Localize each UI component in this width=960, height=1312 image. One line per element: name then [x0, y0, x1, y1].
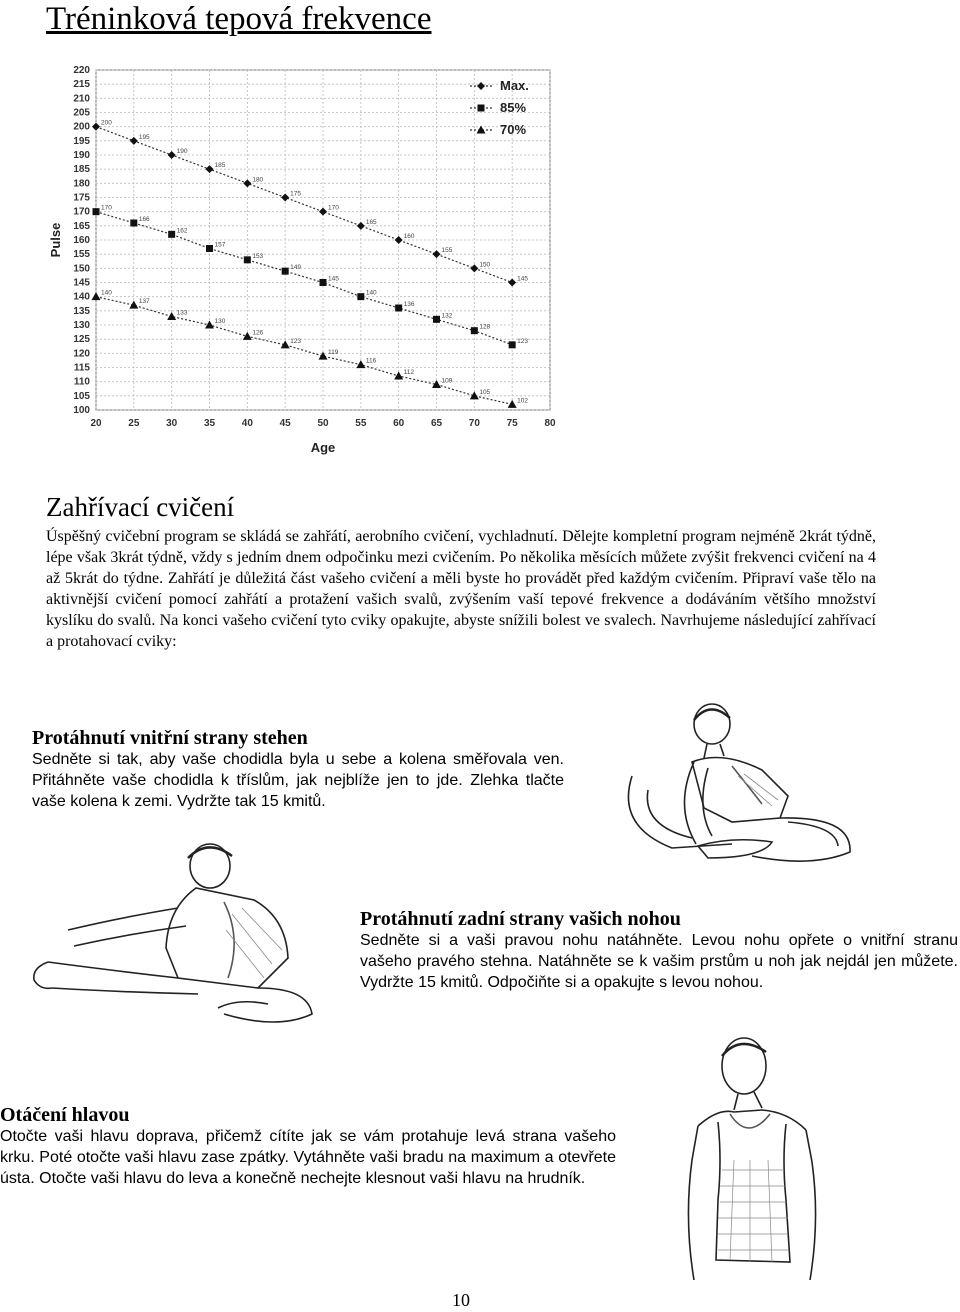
y-tick-label: 160	[73, 235, 90, 246]
data-label: 136	[403, 301, 415, 308]
x-tick-label: 35	[203, 418, 216, 429]
data-label: 109	[441, 377, 453, 385]
exercise-title: Protáhnutí zadní strany vašich nohou	[360, 908, 681, 930]
data-point-marker	[433, 316, 440, 323]
data-label: 112	[403, 369, 415, 376]
x-tick-label: 25	[128, 418, 140, 429]
data-label: 128	[479, 323, 491, 331]
data-label: 145	[517, 275, 529, 283]
data-label: 165	[365, 218, 377, 226]
y-tick-label: 115	[73, 362, 90, 374]
x-tick-label: 70	[468, 418, 480, 429]
data-label: 149	[290, 264, 302, 272]
data-label: 140	[101, 289, 112, 297]
exercise-text: Sedněte si tak, aby vaše chodidla byla u sebe a kolena směřovala ven. Přitáhněte vaše chodidla k tříslům, jak nejblíže jen to jde. Zlehka tlačte vaše kolena k zemi. Vydržte tak 15 kmitů.	[32, 751, 564, 810]
data-label: 116	[365, 357, 377, 365]
data-label: 180	[252, 176, 264, 184]
y-tick-label: 120	[73, 348, 90, 360]
data-point-marker	[244, 256, 251, 263]
x-tick-label: 40	[241, 418, 253, 429]
data-label: 155	[441, 247, 453, 255]
data-point-marker	[206, 245, 213, 252]
y-tick-label: 135	[73, 305, 90, 317]
y-tick-label: 155	[73, 249, 90, 261]
legend-entry: 85%	[500, 100, 527, 115]
y-tick-label: 180	[73, 178, 90, 190]
data-label: 157	[214, 241, 226, 249]
y-tick-label: 125	[73, 334, 90, 346]
data-label: 190	[176, 148, 188, 155]
y-tick-label: 220	[73, 65, 90, 76]
y-tick-label: 110	[73, 376, 90, 388]
y-tick-label: 190	[73, 150, 90, 161]
y-tick-label: 215	[73, 79, 90, 91]
data-label: 137	[138, 298, 150, 306]
data-label: 170	[101, 204, 112, 212]
y-tick-label: 130	[73, 320, 90, 331]
x-tick-label: 80	[544, 418, 556, 429]
data-label: 145	[328, 275, 339, 283]
data-label: 160	[403, 233, 415, 240]
x-tick-label: 60	[393, 418, 405, 429]
exercise-title: Otáčení hlavou	[0, 1104, 130, 1126]
data-label: 140	[365, 289, 377, 297]
y-tick-label: 185	[73, 164, 90, 176]
exercise-hamstring	[360, 908, 958, 993]
x-tick-label: 45	[279, 418, 291, 429]
y-tick-label: 200	[73, 121, 90, 133]
x-tick-label: 20	[90, 418, 102, 429]
x-tick-label: 55	[355, 418, 367, 429]
data-label: 195	[138, 133, 150, 141]
x-tick-label: 50	[317, 418, 329, 429]
legend-entry: 70%	[500, 122, 527, 137]
hamstring-stretch-illustration	[28, 838, 328, 1038]
y-axis-label: Pulse	[48, 222, 63, 258]
x-tick-label: 30	[166, 418, 178, 429]
data-point-marker	[320, 279, 327, 286]
data-label: 126	[252, 329, 264, 337]
warmup-heading: Zahřívací cvičení	[46, 492, 235, 522]
page-title: Tréninková tepová frekvence	[46, 1, 432, 37]
data-label: 123	[517, 337, 529, 345]
pulse-age-chart	[40, 60, 560, 460]
y-tick-label: 170	[73, 206, 90, 218]
y-tick-label: 205	[73, 107, 90, 119]
y-tick-label: 140	[73, 291, 90, 303]
exercise-text: Sedněte si a vaši pravou nohu natáhněte. Levou nohu opřete o vnitřní stranu vašeho pravého stehna. Natáhněte se k vašim prstům u noh jak nejdál jen můžete. Vydržte 15 kmitů. Odpočiňte si a opakujte s levou nohou.	[360, 932, 958, 991]
data-point-marker	[168, 231, 175, 238]
legend-entry: Max.	[500, 78, 529, 93]
data-label: 200	[101, 119, 112, 127]
data-label: 133	[176, 309, 188, 317]
exercise-title: Protáhnutí vnitřní strany stehen	[32, 727, 308, 749]
butterfly-stretch-illustration	[612, 696, 872, 876]
y-tick-label: 105	[73, 390, 90, 402]
data-label: 162	[176, 227, 188, 235]
data-label: 130	[214, 318, 226, 325]
data-label: 132	[441, 312, 453, 320]
data-label: 102	[517, 397, 529, 405]
exercise-inner-thigh	[32, 727, 564, 812]
page-number: 10	[452, 1290, 470, 1310]
data-label: 150	[479, 261, 491, 269]
data-point-marker	[93, 208, 100, 215]
y-tick-label: 100	[73, 405, 90, 416]
y-tick-label: 150	[73, 263, 90, 275]
x-axis-label: Age	[310, 440, 336, 455]
warmup-section	[46, 492, 876, 652]
data-label: 185	[214, 162, 226, 170]
data-label: 119	[328, 349, 339, 357]
data-label: 153	[252, 252, 264, 260]
data-point-marker	[509, 341, 516, 348]
data-point-marker	[357, 293, 364, 300]
data-label: 175	[290, 190, 302, 198]
data-label: 170	[328, 204, 339, 212]
x-tick-label: 65	[430, 418, 443, 429]
exercise-head-rotation	[0, 1104, 616, 1189]
data-label: 166	[138, 216, 150, 223]
x-tick-label: 75	[506, 418, 518, 429]
y-tick-label: 165	[73, 220, 90, 232]
y-tick-label: 145	[73, 277, 90, 289]
data-point-marker	[471, 327, 478, 334]
y-tick-label: 195	[73, 135, 90, 147]
warmup-paragraph: Úspěšný cvičební program se skládá se zahřátí, aerobního cvičení, vychladnutí. Dělejte kompletní program nejméně 2krát týdně, lépe však 3krát týdně, vždy s jedním dnem odpočinku mezi cvičením. Po několika měsících můžete zvýšit frekvenci cvičení na 4 až 5krát do týdne. Zahřátí je důležitá část vašeho cvičení a měli byste ho provádět před každým cvičením. Připraví vaše tělo na aktivnější cvičení pomocí zahřátí a protažení vašich svalů, zvýšením vaší tepové frekvence a dodáváním většího množství kyslíku do svalů. Na konci vašeho cvičení tyto cviky opakujte, abyste snížili bolest ve svalech. Navrhujeme následující zahřívací a protahovací cviky:	[46, 528, 876, 650]
data-point-marker	[130, 220, 137, 227]
head-rotation-illustration	[678, 1030, 828, 1296]
y-tick-label: 175	[73, 192, 90, 204]
data-point-marker	[395, 305, 402, 312]
data-label: 123	[290, 337, 302, 345]
exercise-text: Otočte vaši hlavu doprava, přičemž cítíte jak se vám protahuje levá strana vašeho krku. Poté otočte vaši hlavu zase zpátky. Vytáhněte vaši bradu na maximum a otevřete ústa. Otočte vaši hlavu do leva a konečně nechejte klesnout vaši hlavu na hrudník.	[0, 1128, 616, 1187]
y-tick-label: 210	[73, 93, 90, 105]
data-label: 105	[479, 388, 491, 396]
data-point-marker	[282, 268, 289, 275]
data-point-marker	[478, 105, 485, 112]
